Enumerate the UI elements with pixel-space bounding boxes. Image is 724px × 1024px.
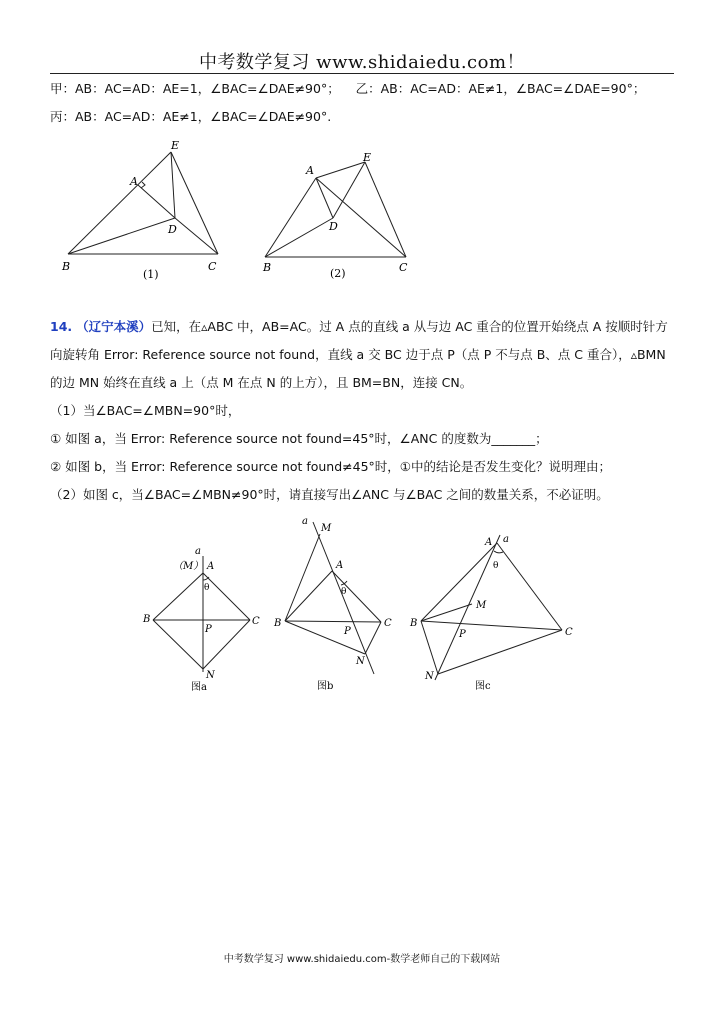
figure-2-diagram bbox=[255, 145, 420, 280]
condition-yi: 乙：AB：AC=AD：AE≠1，∠BAC=∠DAE=90°； bbox=[355, 81, 646, 96]
fig1-label-D: D bbox=[168, 223, 177, 236]
figb-segment-CN bbox=[365, 622, 381, 654]
fig2-segment-AC bbox=[316, 178, 406, 257]
figb-segment-AC bbox=[332, 571, 381, 622]
fig1-segment-BD bbox=[68, 218, 175, 254]
figc-label-B: B bbox=[410, 618, 418, 629]
fig1-label-A: A bbox=[130, 175, 138, 188]
question-14-part-2: （2）如图 c，当∠BAC=∠MBN≠90°时，请直接写出∠ANC 与∠BAC 之间的数量关系，不必证明。 bbox=[50, 487, 609, 502]
question-14-part-1a: ① 如图 a，当 Error: Reference source not found=45°时，∠ANC 的度数为_______； bbox=[50, 431, 548, 446]
fig2-segment-AD bbox=[316, 178, 333, 218]
condition-jia: 甲：AB：AC=AD：AE=1，∠BAC=∠DAE≠90°； bbox=[50, 81, 340, 96]
figa-label-M: （M） bbox=[173, 561, 204, 572]
question-14-text-1: 已知，在▵ABC 中，AB=AC。过 A 点的直线 a 从与边 AC 重合的位置开始绕点 A 按顺时针方 bbox=[151, 319, 668, 334]
figb-segment-BM bbox=[285, 534, 320, 621]
figc-segment-BN bbox=[421, 621, 438, 674]
figure-b-diagram bbox=[270, 510, 400, 700]
fig2-label-A: A bbox=[306, 164, 314, 177]
question-source: （辽宁本溪） bbox=[76, 319, 152, 334]
figa-label-P: P bbox=[205, 624, 212, 635]
figa-segment-BN bbox=[153, 620, 203, 669]
fig1-segment-AD bbox=[138, 185, 175, 218]
fig2-segment-AB bbox=[265, 178, 316, 257]
fig2-label-B: B bbox=[263, 261, 272, 274]
figb-label-A: A bbox=[336, 560, 344, 571]
question-14-part-1b: ② 如图 b，当 Error: Reference source not found≠45°时，①中的结论是否发生变化？说明理由； bbox=[50, 459, 612, 474]
question-14-line-1 bbox=[50, 317, 668, 335]
figb-label-C: C bbox=[384, 618, 392, 629]
figure-1-diagram bbox=[55, 132, 235, 282]
figc-label-M: M bbox=[476, 600, 487, 611]
figb-label-B: B bbox=[274, 618, 282, 629]
question-14-line-3: 的边 MN 始终在直线 a 上（点 M 在点 N 的上方），且 BM=BN，连接 CN。 bbox=[50, 375, 473, 390]
fig1-segment-DC bbox=[175, 218, 218, 254]
figc-angle-arc bbox=[494, 551, 503, 553]
figb-caption: 图b bbox=[317, 681, 334, 692]
conditions-line-1 bbox=[50, 79, 645, 97]
fig1-label-E: E bbox=[171, 139, 180, 152]
figc-label-C: C bbox=[565, 627, 573, 638]
fig2-label-C: C bbox=[399, 261, 408, 274]
figc-label-N: N bbox=[425, 671, 434, 682]
fig2-label-D: D bbox=[329, 220, 338, 233]
figa-segment-AC bbox=[203, 573, 250, 620]
figb-segment-AB bbox=[285, 571, 332, 621]
page-footer: 中考数学复习 www.shidaiedu.com-数学老师自己的下载网站 bbox=[223, 954, 501, 965]
figc-segment-BC bbox=[421, 621, 562, 630]
figc-segment-CN bbox=[438, 630, 562, 674]
figc-line-a bbox=[435, 535, 500, 680]
fig2-caption: (2) bbox=[330, 267, 346, 280]
header-divider bbox=[50, 73, 674, 74]
figc-label-a: a bbox=[503, 534, 509, 545]
figa-label-a: a bbox=[195, 546, 201, 557]
page-header-title: 中考数学复习 www.shidaiedu.com！ bbox=[198, 52, 526, 73]
figc-segment-AC bbox=[497, 543, 562, 630]
figc-label-P: P bbox=[459, 629, 466, 640]
figb-segment-BN bbox=[285, 621, 365, 654]
fig1-right-angle-mark bbox=[141, 182, 145, 188]
fig1-segment-EC bbox=[171, 152, 218, 254]
figb-line-a bbox=[313, 522, 374, 674]
figa-segment-AB bbox=[153, 573, 203, 620]
figc-label-theta: θ bbox=[493, 561, 499, 571]
figa-label-A: A bbox=[207, 561, 215, 572]
figb-label-theta: θ bbox=[341, 587, 347, 597]
figa-caption: 图a bbox=[191, 682, 207, 693]
question-number: 14. bbox=[50, 319, 73, 334]
fig2-label-E: E bbox=[363, 151, 372, 164]
fig1-segment-ED bbox=[171, 152, 175, 218]
figa-label-N: N bbox=[206, 670, 215, 681]
figa-angle-arc bbox=[203, 577, 209, 580]
fig1-label-B: B bbox=[62, 260, 71, 273]
figb-label-a: a bbox=[302, 516, 308, 527]
figc-caption: 图c bbox=[475, 681, 491, 692]
fig2-segment-EC bbox=[365, 162, 406, 257]
figure-a-diagram bbox=[135, 540, 270, 700]
figb-label-M: M bbox=[321, 523, 332, 534]
fig2-segment-BD bbox=[265, 218, 333, 257]
question-14-line-2: 向旋转角 Error: Reference source not found，直线 a 交 BC 边于点 P（点 P 不与点 B、点 C 重合），▵BMN bbox=[50, 347, 666, 362]
figa-label-theta: θ bbox=[204, 583, 210, 593]
figa-label-B: B bbox=[143, 614, 151, 625]
figc-label-A: A bbox=[485, 537, 493, 548]
fig1-caption: (1) bbox=[143, 268, 159, 281]
figb-label-P: P bbox=[344, 626, 351, 637]
condition-bing: 丙：AB：AC=AD：AE≠1，∠BAC=∠DAE≠90°. bbox=[50, 109, 332, 124]
figa-label-C: C bbox=[252, 616, 260, 627]
figb-segment-BC bbox=[285, 621, 381, 622]
fig1-label-C: C bbox=[208, 260, 217, 273]
figure-c-diagram bbox=[405, 528, 580, 698]
fig1-segment-BE bbox=[68, 152, 171, 254]
question-14-part-1: （1）当∠BAC=∠MBN=90°时， bbox=[50, 403, 241, 418]
figb-label-N: N bbox=[356, 656, 365, 667]
